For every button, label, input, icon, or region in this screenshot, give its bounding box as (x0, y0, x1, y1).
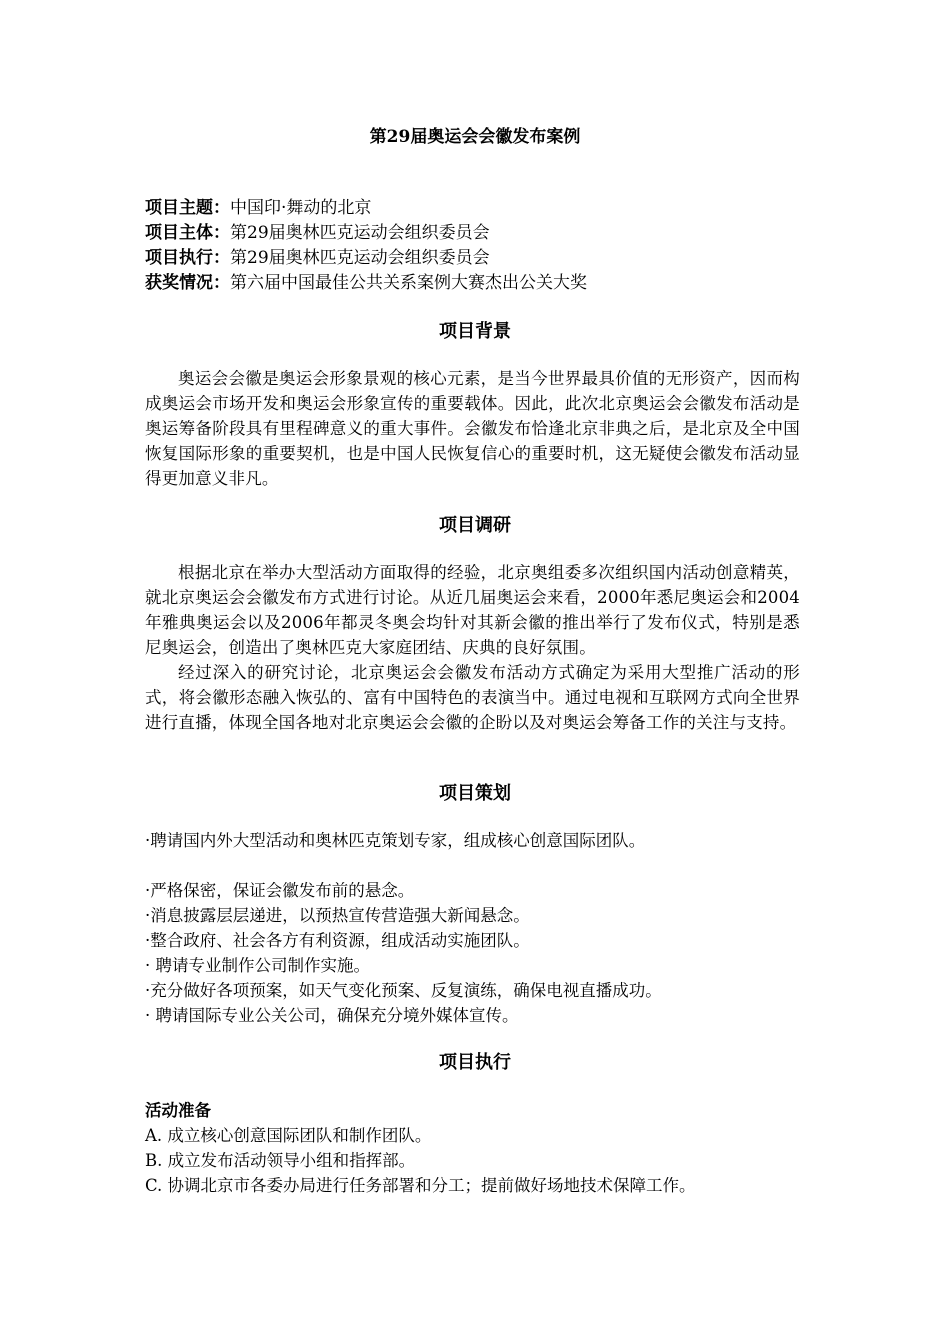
meta-key: 获奖情况： (145, 273, 230, 293)
award-row (145, 271, 587, 296)
section-heading-background: 项目背景 (439, 321, 511, 342)
list-item: ·聘请国内外大型活动和奥林匹克策划专家，组成核心创意国际团队。 (145, 831, 646, 850)
section-heading-research: 项目调研 (439, 515, 511, 536)
list-item: ·充分做好各项预案，如天气变化预案、反复演练，确保电视直播成功。 (145, 981, 662, 1000)
research-paragraph-2: 经过深入的研究讨论，北京奥运会会徽发布活动方式确定为采用大型推广活动的形式，将会徽形态融入恢弘的、富有中国特色的表演当中。通过电视和互联网方式向全世界进行直播，体现全国各地对北京奥运会会徽的企盼以及对奥运会筹备工作的关注与支持。 (145, 663, 800, 732)
execution-list (145, 1098, 800, 1198)
project-theme-row (145, 196, 587, 221)
section-heading-execution: 项目执行 (439, 1052, 511, 1073)
meta-value: 第六届中国最佳公共关系案例大赛杰出公关大奖 (230, 273, 587, 293)
list-item: · 聘请专业制作公司制作实施。 (145, 956, 370, 975)
list-item: ·整合政府、社会各方有利资源，组成活动实施团队。 (145, 931, 530, 950)
project-info (145, 196, 587, 296)
execution-subheading: 活动准备 (145, 1101, 211, 1120)
planning-list-first (145, 828, 800, 853)
meta-value: 中国印·舞动的北京 (230, 198, 372, 218)
planning-list (145, 878, 800, 1028)
meta-key: 项目主体： (145, 223, 230, 243)
list-item: A. 成立核心创意国际团队和制作团队。 (145, 1126, 432, 1145)
meta-value: 第29届奥林匹克运动会组织委员会 (230, 248, 490, 268)
list-item: · 聘请国际专业公关公司，确保充分境外媒体宣传。 (145, 1006, 519, 1025)
background-paragraph: 奥运会会徽是奥运会形象景观的核心元素，是当今世界最具价值的无形资产，因而构成奥运会市场开发和奥运会形象宣传的重要载体。因此，此次北京奥运会会徽发布活动是奥运筹备阶段具有里程碑意义的重大事件。会徽发布恰逢北京非典之后，是北京及全中国恢复国际形象的重要契机，也是中国人民恢复信心的重要时机，这无疑使会徽发布活动显得更加意义非凡。 (145, 369, 800, 488)
document-title: 第29届奥运会会徽发布案例 (369, 127, 581, 147)
meta-key: 项目主题： (145, 198, 230, 218)
meta-key: 项目执行： (145, 248, 230, 268)
list-item: C. 协调北京市各委办局进行任务部署和分工；提前做好场地技术保障工作。 (145, 1176, 696, 1195)
list-item: ·消息披露层层递进，以预热宣传营造强大新闻悬念。 (145, 906, 530, 925)
list-item: ·严格保密，保证会徽发布前的悬念。 (145, 881, 415, 900)
research-paragraph-1: 根据北京在举办大型活动方面取得的经验，北京奥组委多次组织国内活动创意精英，就北京奥运会会徽发布方式进行讨论。从近几届奥运会来看，2000年悉尼奥运会和2004年雅典奥运会以及2006年都灵冬奥会均针对其新会徽的推出举行了发布仪式，特别是悉尼奥运会，创造出了奥林匹克大家庭团结、庆典的良好氛围。 (145, 563, 800, 657)
project-executor-row (145, 246, 587, 271)
list-item: B. 成立发布活动领导小组和指挥部。 (145, 1151, 416, 1170)
project-owner-row (145, 221, 587, 246)
section-heading-planning: 项目策划 (439, 783, 511, 804)
meta-value: 第29届奥林匹克运动会组织委员会 (230, 223, 490, 243)
